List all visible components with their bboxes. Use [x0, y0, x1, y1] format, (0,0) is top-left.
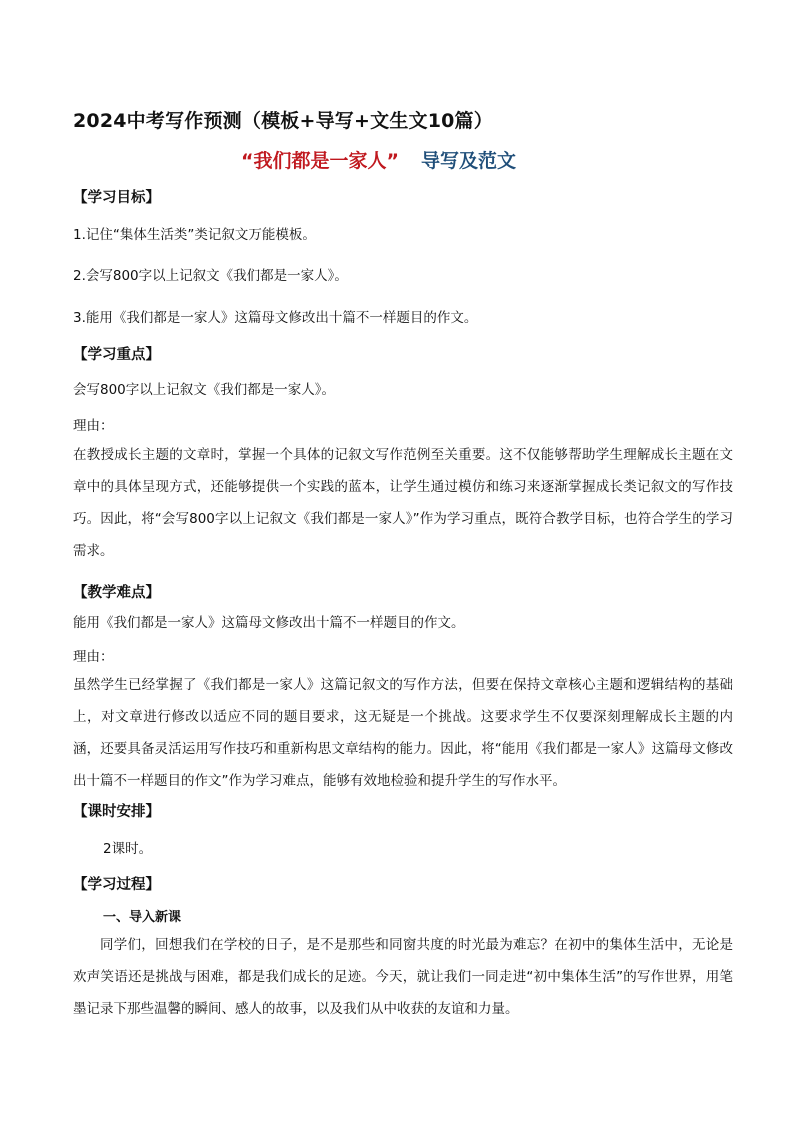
difficulty-heading: 【教学难点】 [73, 585, 160, 601]
goal-item-3: 3.能用《我们都是一家人》这篇母文修改出十篇不一样题目的作文。 [73, 310, 478, 326]
difficulty-statement: 能用《我们都是一家人》这篇母文修改出十篇不一样题目的作文。 [73, 615, 465, 631]
focus-statement: 会写800字以上记叙文《我们都是一家人》。 [73, 382, 336, 398]
document-subtitle [241, 146, 516, 173]
process-paragraph: 同学们，回想我们在学校的日子，是不是那些和同窗共度的时光最为难忘？在初中的集体生活中，无论是欢声笑语还是挑战与困难，都是我们成长的足迹。今天，就让我们一同走进“初中集体生活”的写作世界，用笔墨记录下那些温馨的瞬间、感人的故事，以及我们从中收获的友谊和力量。 [73, 937, 733, 1017]
goal-item-1: 1.记住“集体生活类”类记叙文万能模板。 [73, 227, 316, 243]
process-section-title: 一、导入新课 [103, 910, 182, 925]
schedule-heading: 【课时安排】 [73, 804, 160, 820]
difficulty-reason-label: 理由： [73, 649, 114, 665]
focus-heading: 【学习重点】 [73, 347, 160, 363]
difficulty-reason-paragraph: 虽然学生已经掌握了《我们都是一家人》这篇记叙文的写作方法，但要在保持文章核心主题和逻辑结构的基础上，对文章进行修改以适应不同的题目要求，这无疑是一个挑战。这要求学生不仅要深刻理解成长主题的内涵，还要具备灵活运用写作技巧和重新构思文章结构的能力。因此，将“能用《我们都是一家人》这篇母文修改出十篇不一样题目的作文”作为学习难点，能够有效地检验和提升学生的写作水平。 [73, 677, 733, 789]
goals-heading: 【学习目标】 [73, 190, 160, 206]
subtitle-rest: 导写及范文 [420, 150, 516, 172]
focus-reason-paragraph: 在教授成长主题的文章时，掌握一个具体的记叙文写作范例至关重要。这不仅能够帮助学生理解成长主题在文章中的具体呈现方式，还能够提供一个实践的蓝本，让学生通过模仿和练习来逐渐掌握成长类记叙文的写作技巧。因此，将“会写800字以上记叙文《我们都是一家人》”作为学习重点，既符合教学目标，也符合学生的学习需求。 [73, 447, 733, 559]
document-title: 2024中考写作预测（模板+导写+文生文10篇） [73, 110, 493, 132]
focus-reason-label: 理由： [73, 418, 114, 434]
goal-item-2: 2.会写800字以上记叙文《我们都是一家人》。 [73, 268, 348, 284]
subtitle-quote: “我们都是一家人” [241, 150, 399, 172]
process-heading: 【学习过程】 [73, 877, 160, 893]
schedule-text: 2课时。 [103, 841, 153, 857]
